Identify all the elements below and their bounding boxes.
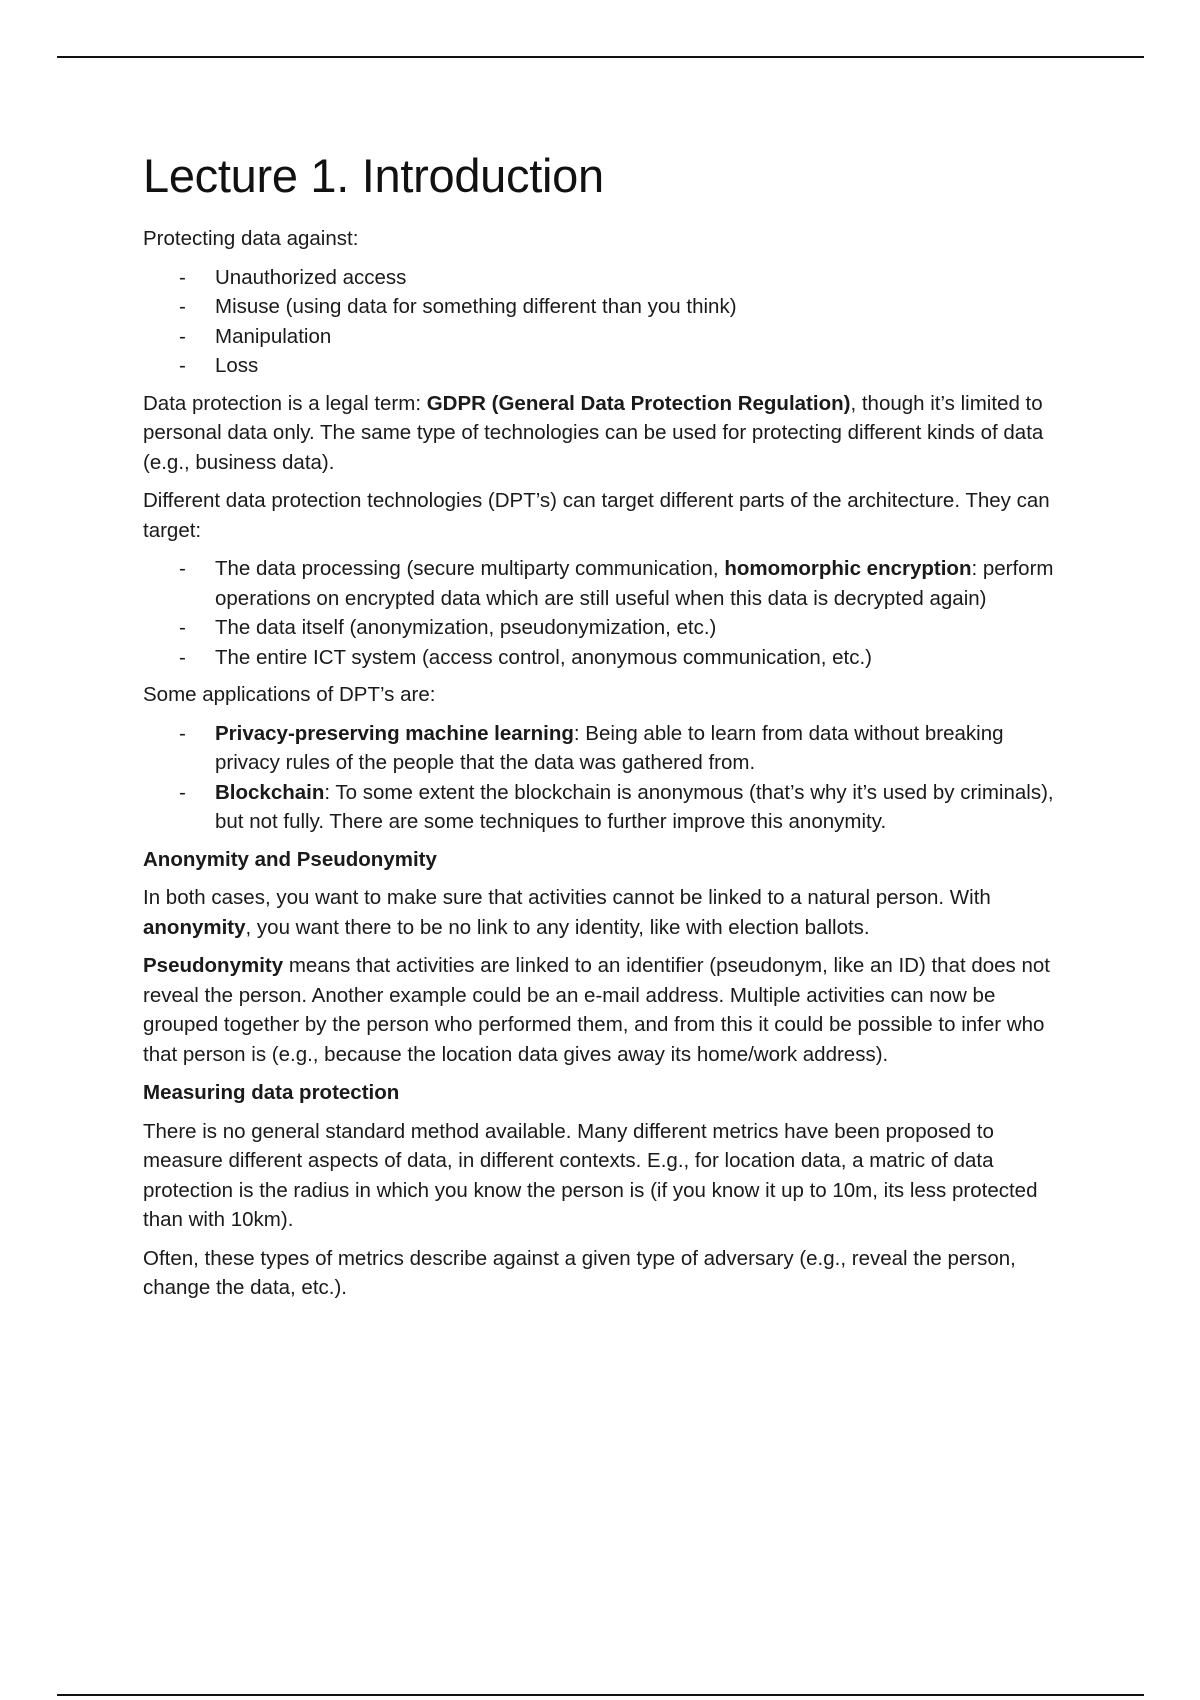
list-item: - The data itself (anonymization, pseudonymization, etc.) (215, 613, 1063, 643)
apps-paragraph: Some applications of DPT’s are: (143, 683, 436, 706)
pseudonymity-term: Pseudonymity (143, 954, 284, 977)
legal-text: , though it’s limited to personal data only. The same type of technologies can be used for protecting different kinds of data (e.g., business data). (143, 391, 1044, 474)
list-item: - Blockchain: To some extent the blockchain is anonymous (that’s why it’s used by criminals), but not fully. There are some techniques to further improve this anonymity. (215, 778, 1063, 837)
list-item: - Manipulation (215, 322, 1063, 352)
list-item: - Loss (215, 351, 1063, 381)
threat-list (143, 263, 1063, 381)
anonymity-term: anonymity (143, 915, 246, 939)
gdpr-term: GDPR (General Data Protection Regulation) (426, 391, 851, 415)
header-rule (57, 56, 1144, 58)
legal-paragraph (143, 389, 1063, 478)
apps-list (143, 719, 1063, 837)
list-item: - Misuse (using data for something different than you think) (215, 292, 1063, 322)
intro-paragraph: Protecting data against: (143, 227, 359, 250)
targets-paragraph: Different data protection technologies (DPT’s) can target different parts of the architecture. They can target: (143, 489, 1050, 542)
anonymity-paragraph: In both cases, you want to make sure that activities cannot be linked to a natural person. With anonymity, you want there to be no link to any identity, like with election ballots. (143, 886, 991, 939)
blockchain-term: Blockchain (215, 780, 325, 804)
measuring-paragraph: There is no general standard method available. Many different metrics have been proposed to measure different aspects of data, in different contexts. E.g., for location data, a matric of data protection is the radius in which you know the person is (if you know it up to 10m, its less protected than with 10km). (143, 1119, 1038, 1231)
list-item: - Unauthorized access (215, 263, 1063, 293)
target-list (143, 554, 1063, 672)
footer-rule (57, 1694, 1144, 1696)
pseudonymity-paragraph: Pseudonymity means that activities are linked to an identifier (pseudonym, like an ID) that does not reveal the person. Another example could be an e-mail address. Multiple activities can now be grouped together by the person who performed them, and from this it could be possible to infer who that person is (e.g., because the location data gives away its home/work address). (143, 954, 1051, 1066)
section-heading-measuring: Measuring data protection (143, 1081, 400, 1104)
list-item: - Privacy-preserving machine learning: Being able to learn from data without breaking privacy rules of the people that the data was gathered from. (215, 719, 1063, 778)
adversary-paragraph: Often, these types of metrics describe against a given type of adversary (e.g., reveal the person, change the data, etc.). (143, 1246, 1016, 1299)
page-title: Lecture 1. Introduction (143, 149, 604, 202)
section-heading-anonymity: Anonymity and Pseudonymity (143, 847, 437, 871)
ppml-term: Privacy-preserving machine learning (215, 721, 574, 745)
homomorphic-term: homomorphic encryption (724, 557, 972, 580)
document-body (143, 148, 1063, 1312)
list-item: - The data processing (secure multiparty communication, homomorphic encryption: perform operations on encrypted data which are still useful when this data is decrypted again) (215, 554, 1063, 613)
list-item: - The entire ICT system (access control, anonymous communication, etc.) (215, 643, 1063, 673)
legal-text: Data protection is a legal term: (143, 391, 427, 415)
